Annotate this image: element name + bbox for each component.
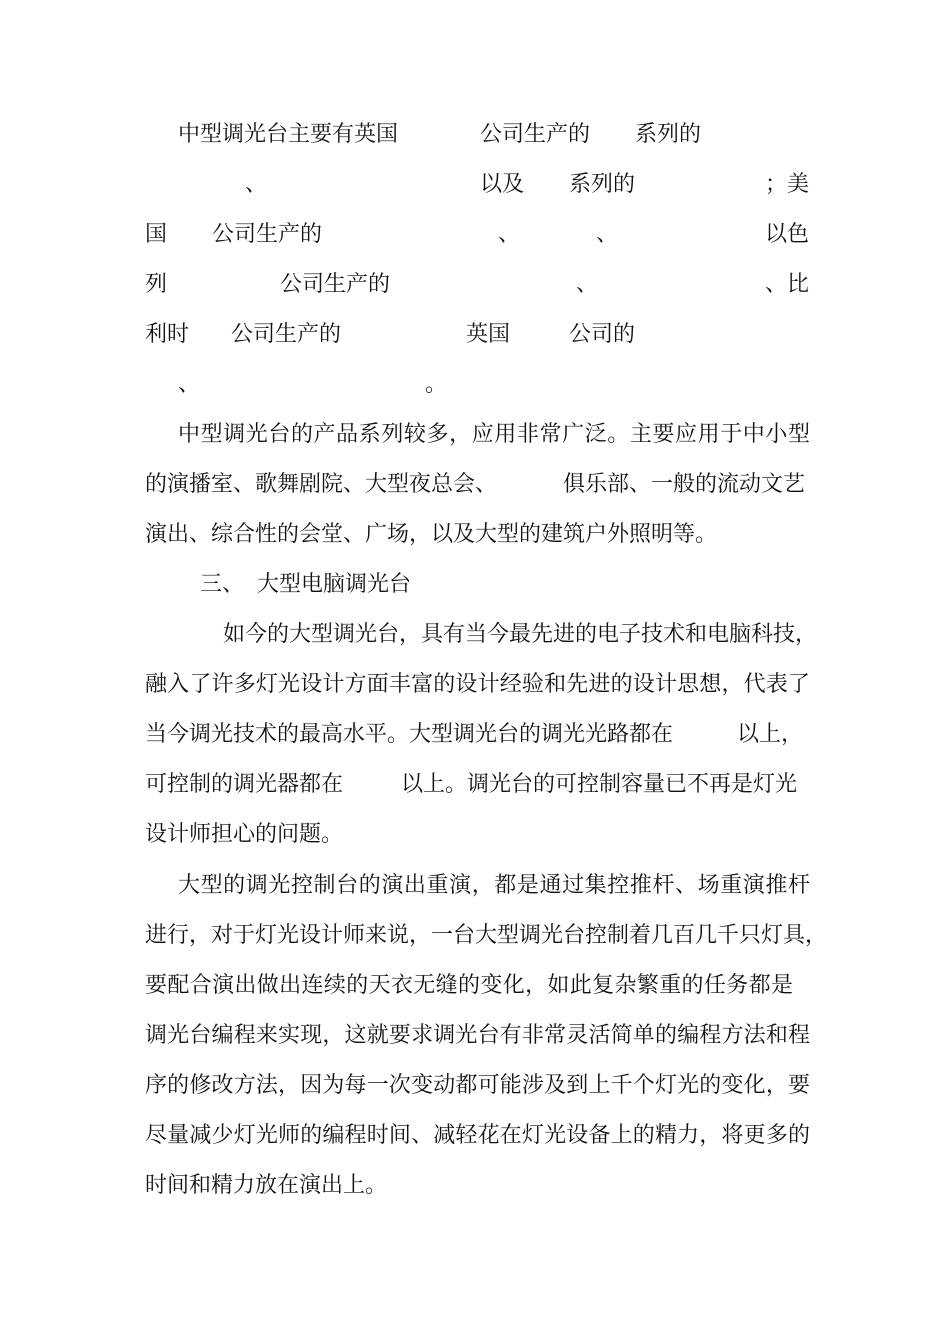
p1-l3-text-1: 国 [145,222,168,247]
p3-l4-text-1: 可控制的调光器都在 [145,772,344,797]
p3-l4-text-2: 以上。调光台的可控制容量已不再是灯光 [401,772,798,797]
section-title: 大型电脑调光台 [257,572,412,597]
p1-l3-text-4: 、 [596,222,619,247]
p2-line-1: 中型调光台的产品系列较多，应用非常广泛。主要应用于中小型 [178,422,810,447]
p1-l2-text-1: 、 [245,172,268,197]
p1-l4-text-2: 公司生产的 [280,272,391,297]
p1-l5-text-4: 公司的 [569,322,636,347]
section-heading [145,569,810,601]
p1-l1-text-2: 公司生产的 [480,122,591,147]
p1-l3-text-2: 公司生产的 [212,222,323,247]
p2-line-3: 演出、综合性的会堂、广场，以及大型的建筑户外照明等。 [145,522,718,547]
p1-l4-text-4: 、比 [765,272,810,297]
p1-l3-text-5: 以色 [765,222,810,247]
p1-l5-text-2: 公司生产的 [231,322,342,347]
p2-line-2 [145,469,810,501]
p4-line-7: 时间和精力放在演出上。 [145,1173,388,1198]
section-number: 三、 [200,572,245,597]
p3-l3-text-2: 以上， [737,722,804,747]
p1-l5-text-1: 利时 [145,322,190,347]
p4-line-4: 调光台编程来实现，这就要求调光台有非常灵活简单的编程方法和程 [145,1023,810,1048]
p2-l2-text-1: 的演播室、歌舞剧院、大型夜总会、 [145,472,498,497]
p1-l4-text-1: 列 [145,272,168,297]
p3-line-5: 设计师担心的问题。 [145,822,344,847]
p1-l2-text-3: 系列的 [569,172,636,197]
p1-l6-text-1: 、 [178,372,201,397]
p1-l4-text-3: 、 [576,272,599,297]
p4-line-1: 大型的调光控制台的演出重演，都是通过集控推杆、场重演推杆 [178,873,810,898]
p1-l2-text-2: 以及 [480,172,525,197]
p1-l6-text-2: 。 [425,372,448,397]
p1-line-5 [145,319,810,351]
p2-l2-text-2: 俱乐部、一般的流动文艺 [563,472,806,497]
p3-line-4 [145,769,810,801]
p3-line-2: 融入了许多灯光设计方面丰富的设计经验和先进的设计思想，代表了 [145,672,810,697]
p1-l2-text-4: ；美 [765,172,810,197]
p4-line-2: 进行，对于灯光设计师来说，一台大型调光台控制着几百几千只灯具， [145,923,828,948]
p1-line-3 [145,219,810,251]
p1-line-1 [145,119,810,151]
p1-l1-text-1: 中型调光台主要有英国 [178,122,399,147]
p1-l1-text-3: 系列的 [635,122,702,147]
p4-line-5: 序的修改方法，因为每一次变动都可能涉及到上千个灯光的变化，要 [145,1073,810,1098]
p1-l5-text-3: 英国 [466,322,511,347]
p3-l3-text-1: 当今调光技术的最高水平。大型调光台的调光光路都在 [145,722,674,747]
p4-line-3: 要配合演出做出连续的天衣无缝的变化，如此复杂繁重的任务都是 [145,973,793,998]
p3-line-1: 如今的大型调光台，具有当今最先进的电子技术和电脑科技， [223,622,818,647]
p1-l3-text-3: 、 [498,222,521,247]
p1-line-6 [145,369,810,401]
p1-line-2 [145,169,810,201]
p4-line-6: 尽量减少灯光师的编程时间、减轻花在灯光设备上的精力，将更多的 [145,1123,810,1148]
p1-line-4 [145,269,810,301]
p3-line-3 [145,719,810,751]
